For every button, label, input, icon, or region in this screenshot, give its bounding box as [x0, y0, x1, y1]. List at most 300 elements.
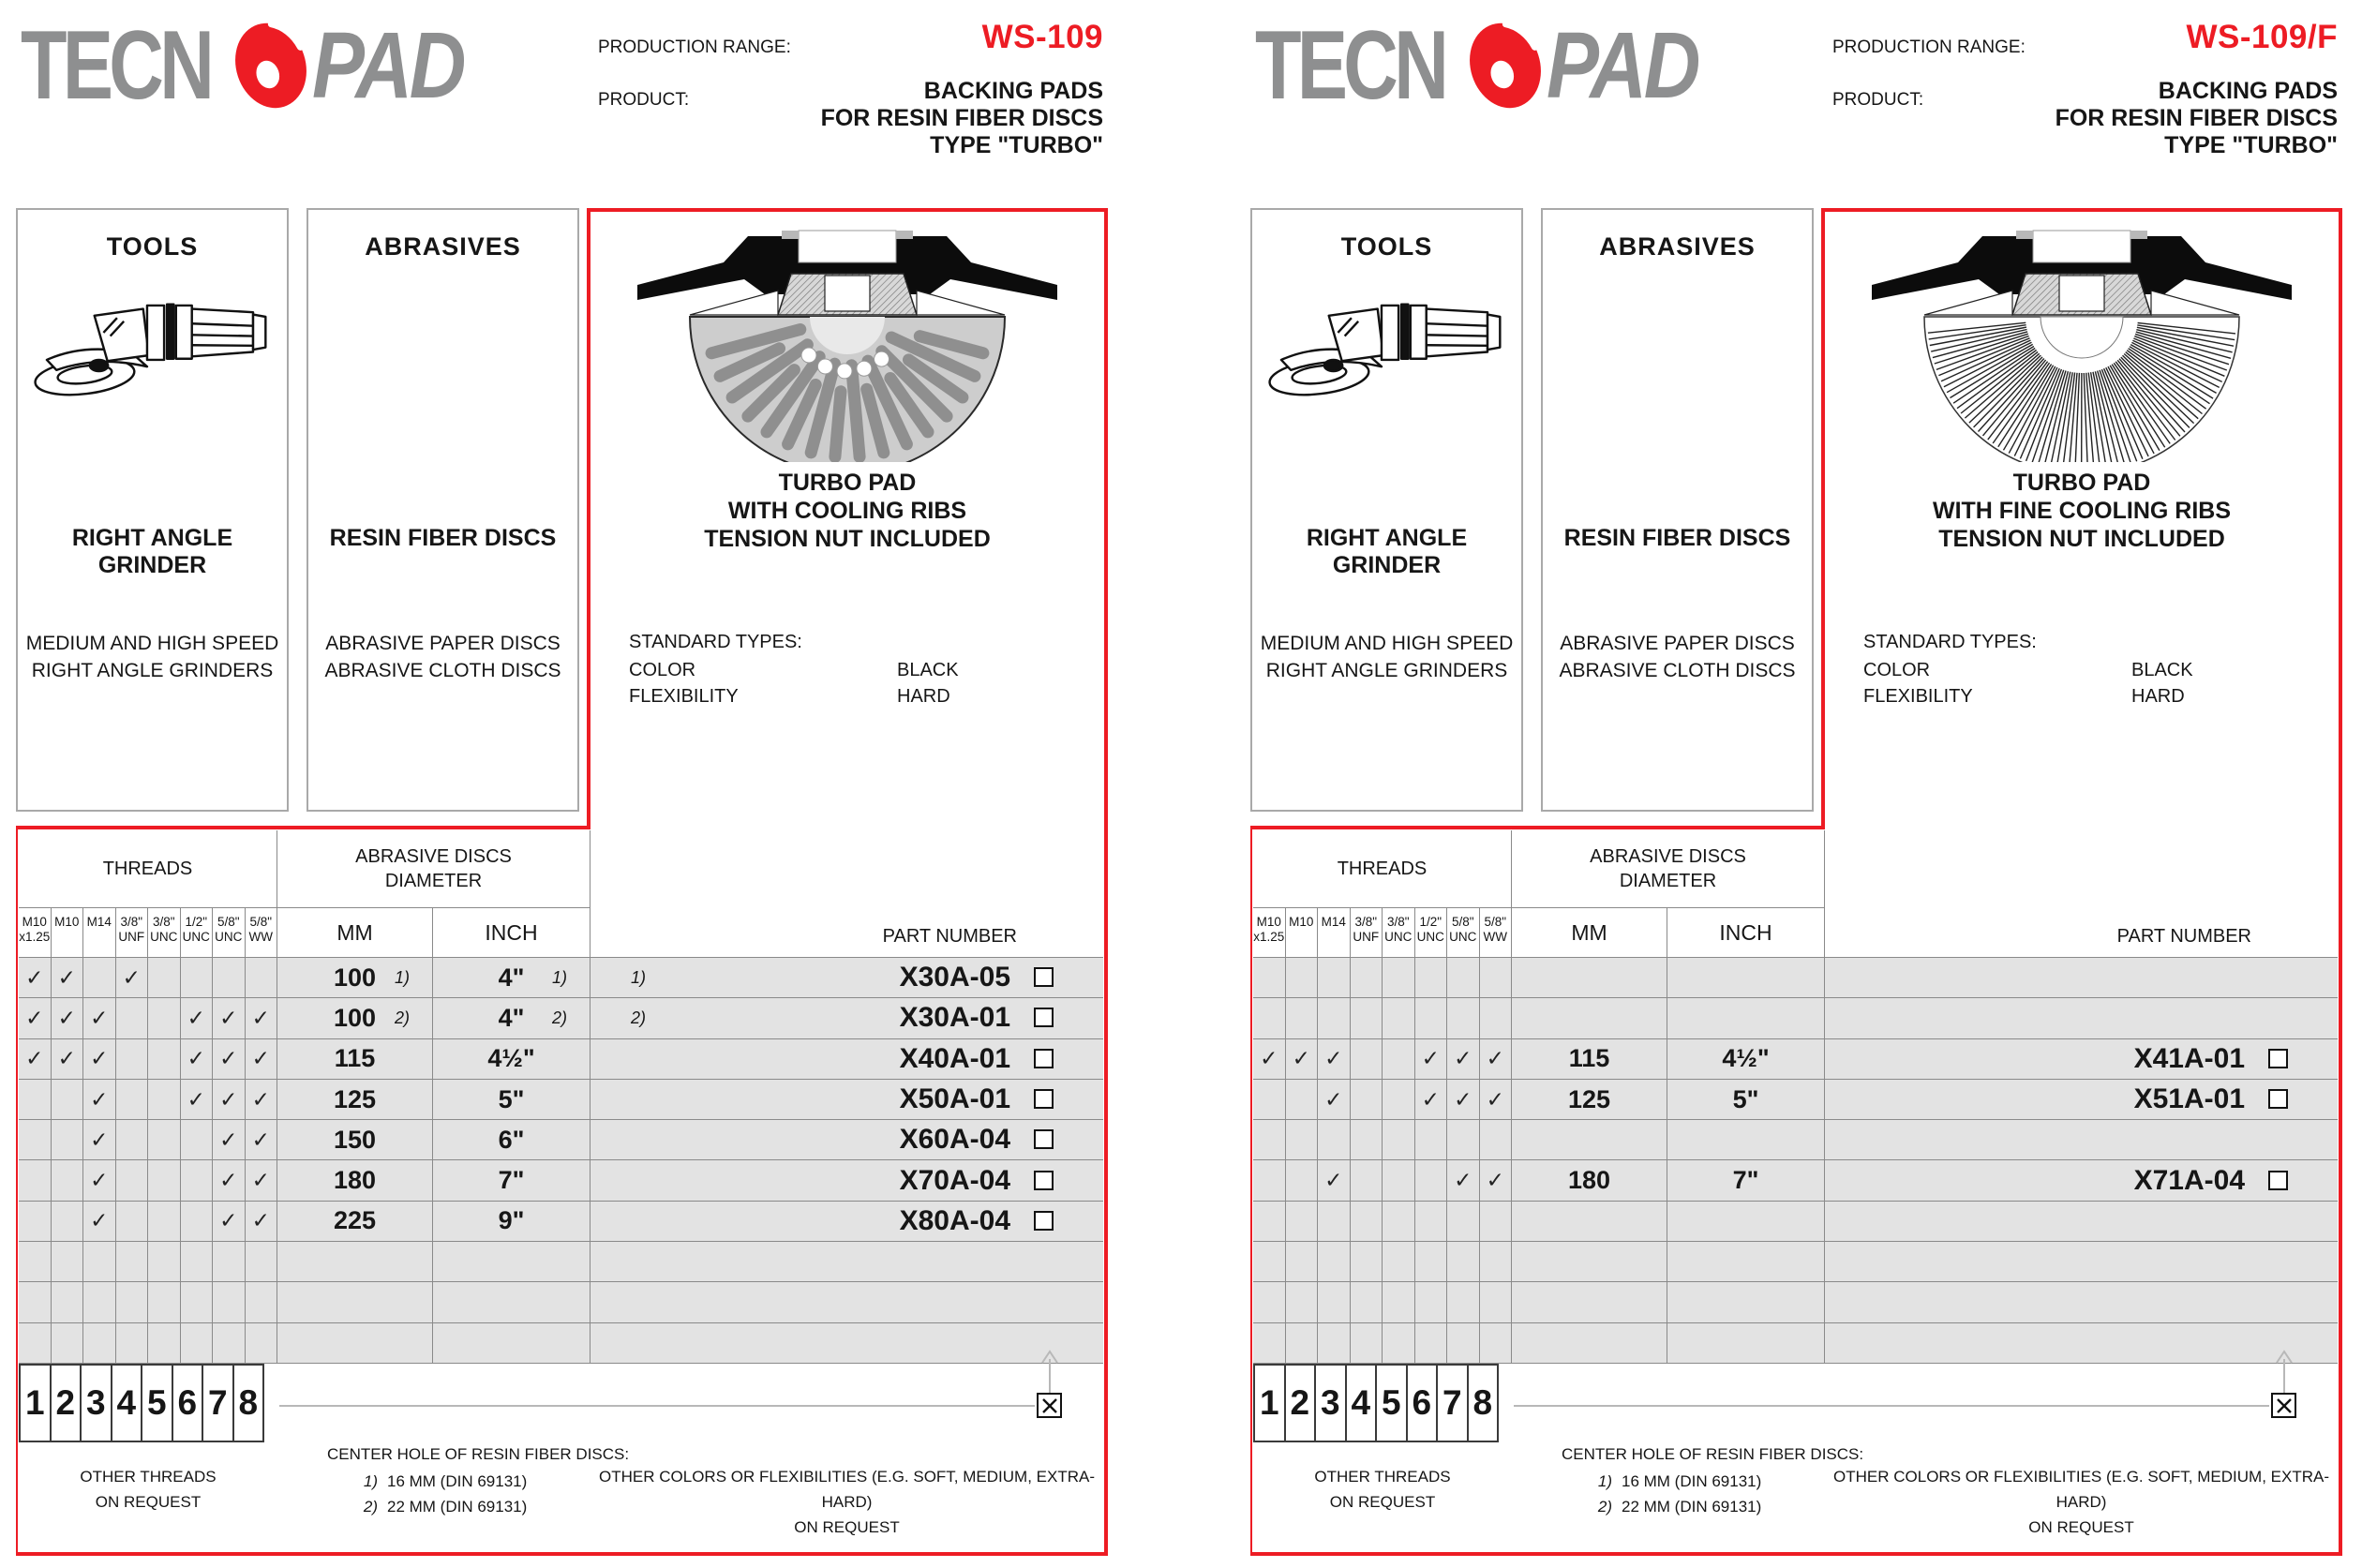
table-row: [19, 1080, 1103, 1120]
center-hole-item: 1) 16 MM (DIN 69131): [363, 1472, 528, 1490]
thread-check-cell: [1286, 1120, 1319, 1160]
thread-check-cell: [19, 1080, 52, 1120]
product-line: BACKING PADS: [923, 78, 1103, 104]
abrasives-box-title: ABRASIVES: [365, 232, 521, 261]
column-number-cell: 3: [80, 1364, 112, 1442]
part-cell: [1825, 1202, 2338, 1242]
part-number: X40A-01: [899, 1042, 1010, 1074]
order-checkbox: [2268, 1049, 2288, 1068]
thread-check-cell: [83, 958, 116, 998]
thread-column-header: M14: [83, 908, 116, 958]
thread-column-header: 1/2" UNC: [181, 908, 214, 958]
order-checkbox: [1034, 1008, 1054, 1027]
thread-check-cell: ✓: [1318, 1039, 1351, 1080]
table-row: [19, 958, 1103, 998]
flexibility-value: HARD: [2131, 686, 2185, 707]
thread-check-cell: [213, 1323, 246, 1364]
thread-check-cell: [1253, 1323, 1286, 1364]
thread-check-cell: [1318, 1242, 1351, 1282]
logo-text-tecn: TECN: [21, 11, 211, 120]
thread-check-cell: [19, 1120, 52, 1160]
datasheet-panel-ws109: [16, 0, 1141, 1568]
column-numbers-row: [19, 1364, 264, 1442]
part-number: X71A-04: [2133, 1164, 2245, 1196]
thread-check-cell: [1286, 1202, 1319, 1242]
other-threads-note: OTHER THREADS ON REQUEST: [80, 1468, 217, 1511]
column-number-cell: 4: [1345, 1364, 1378, 1442]
thread-check-cell: ✓: [1480, 1039, 1513, 1080]
turbo-pad-illustration-coarse: [632, 223, 1063, 462]
inch-cell: 4" 1): [433, 958, 590, 998]
thread-check-cell: [83, 1282, 116, 1322]
table-row: [1253, 958, 2338, 998]
thread-check-cell: ✓: [1447, 1039, 1480, 1080]
thread-check-cell: [19, 1202, 52, 1242]
turbo-pad-illustration-fine: [1866, 223, 2297, 462]
thread-check-cell: [1415, 1282, 1448, 1322]
thread-check-cell: ✓: [1480, 1080, 1513, 1120]
thread-check-cell: [19, 1160, 52, 1201]
thread-check-cell: [1447, 1242, 1480, 1282]
thread-check-cell: [116, 1160, 149, 1201]
inch-cell: 4½": [433, 1039, 590, 1080]
thread-check-cell: [52, 1160, 84, 1201]
thread-check-cell: [116, 1323, 149, 1364]
thread-check-cell: [1253, 998, 1286, 1038]
thread-check-cell: [246, 958, 278, 998]
thread-check-cell: ✓: [19, 998, 52, 1038]
angle-grinder-illustration: [31, 276, 275, 407]
thread-check-cell: ✓: [1318, 1080, 1351, 1120]
tools-box-desc: MEDIUM AND HIGH SPEED RIGHT ANGLE GRINDERS: [1260, 633, 1514, 681]
abrasives-box-name: RESIN FIBER DISCS: [329, 525, 557, 551]
thread-check-cell: [1447, 1120, 1480, 1160]
thread-check-cell: [1318, 958, 1351, 998]
thread-check-cell: [246, 1282, 278, 1322]
mm-cell: [1512, 1120, 1667, 1160]
thread-check-cell: [148, 998, 181, 1038]
thread-check-cell: [1415, 958, 1448, 998]
inch-cell: 4" 2): [433, 998, 590, 1038]
inch-cell: [1667, 1120, 1825, 1160]
mm-cell: [277, 1242, 433, 1282]
flexibility-value: HARD: [897, 686, 950, 707]
mm-cell: [1512, 958, 1667, 998]
thread-check-cell: [52, 1120, 84, 1160]
inch-cell: 5": [433, 1080, 590, 1120]
thread-check-cell: [116, 1202, 149, 1242]
thread-column-header: M14: [1318, 908, 1351, 958]
thread-check-cell: [19, 1282, 52, 1322]
part-cell: [590, 1323, 1103, 1364]
thread-check-cell: [1383, 998, 1415, 1038]
thread-check-cell: ✓: [1447, 1080, 1480, 1120]
thread-check-cell: ✓: [1318, 1160, 1351, 1201]
thread-check-cell: [148, 1202, 181, 1242]
order-checkbox: [1034, 1089, 1054, 1109]
part-cell: [1825, 1080, 2338, 1120]
threads-header: THREADS: [1253, 830, 1512, 908]
thread-check-cell: [1383, 958, 1415, 998]
product-label: PRODUCT:: [1832, 90, 1924, 110]
center-hole-title: CENTER HOLE OF RESIN FIBER DISCS:: [1562, 1445, 1864, 1463]
part-number: X41A-01: [2133, 1042, 2245, 1074]
mm-cell: [277, 1282, 433, 1322]
flexibility-label: FLEXIBILITY: [1863, 686, 1973, 707]
table-row: [19, 1242, 1103, 1282]
center-hole-title: CENTER HOLE OF RESIN FIBER DISCS:: [327, 1445, 630, 1463]
pad-caption: TURBO PAD WITH COOLING RIBS TENSION NUT INCLUDED: [704, 470, 991, 552]
thread-check-cell: [1480, 1242, 1513, 1282]
thread-check-cell: [1447, 1202, 1480, 1242]
thread-check-cell: [1351, 1080, 1383, 1120]
thread-column-header: 5/8" WW: [246, 908, 278, 958]
thread-column-header: M10: [1286, 908, 1319, 958]
up-arrow-icon: [2272, 1350, 2296, 1395]
thread-check-cell: [1351, 1323, 1383, 1364]
part-cell: [590, 1282, 1103, 1322]
thread-columns-header: [1253, 908, 1512, 958]
thread-check-cell: [148, 1120, 181, 1160]
table-row: [19, 1323, 1103, 1364]
table-row: [1253, 1039, 2338, 1080]
thread-check-cell: [1318, 1120, 1351, 1160]
diameter-header: ABRASIVE DISCS DIAMETER: [277, 830, 590, 908]
order-checkbox: [1034, 1211, 1054, 1231]
mm-cell: 150: [277, 1120, 433, 1160]
thread-check-cell: [52, 1202, 84, 1242]
thread-check-cell: ✓: [213, 1120, 246, 1160]
part-cell: [1825, 1282, 2338, 1322]
part-number: X30A-05: [899, 962, 1010, 993]
thread-check-cell: ✓: [213, 1039, 246, 1080]
thread-check-cell: ✓: [1415, 1080, 1448, 1120]
thread-check-cell: [1383, 1282, 1415, 1322]
thread-check-cell: ✓: [83, 1039, 116, 1080]
thread-check-cell: ✓: [213, 1080, 246, 1120]
part-cell: [1825, 1160, 2338, 1201]
center-hole-item: 2) 22 MM (DIN 69131): [363, 1498, 528, 1516]
thread-check-cell: [1253, 1120, 1286, 1160]
inch-cell: [433, 1323, 590, 1364]
thread-check-cell: [213, 958, 246, 998]
tools-box-name: RIGHT ANGLE GRINDER: [1306, 525, 1468, 578]
production-range-label: PRODUCTION RANGE:: [1832, 37, 2026, 57]
crossed-checkbox-icon: [1037, 1393, 1062, 1418]
thread-check-cell: [1383, 1242, 1415, 1282]
thread-check-cell: [52, 1323, 84, 1364]
thread-column-header: 1/2" UNC: [1415, 908, 1448, 958]
inch-cell: [1667, 1202, 1825, 1242]
table-row: [19, 1039, 1103, 1080]
mm-cell: [277, 1323, 433, 1364]
thread-check-cell: [181, 1242, 214, 1282]
thread-check-cell: [19, 1242, 52, 1282]
thread-check-cell: ✓: [181, 1080, 214, 1120]
mm-cell: 180: [277, 1160, 433, 1201]
table-row: [1253, 1202, 2338, 1242]
thread-check-cell: [116, 998, 149, 1038]
thread-check-cell: [1318, 1202, 1351, 1242]
product-line: TYPE "TURBO": [930, 132, 1103, 158]
thread-check-cell: [1480, 958, 1513, 998]
thread-check-cell: [181, 1120, 214, 1160]
thread-check-cell: ✓: [83, 998, 116, 1038]
thread-check-cell: ✓: [181, 1039, 214, 1080]
part-cell: [590, 1242, 1103, 1282]
parts-table-body: [1253, 958, 2338, 1364]
thread-column-header: M10 x1.25: [1253, 908, 1286, 958]
tools-box-title: TOOLS: [106, 232, 199, 261]
thread-check-cell: [1383, 1039, 1415, 1080]
production-range-label: PRODUCTION RANGE:: [598, 37, 791, 57]
thread-check-cell: ✓: [1447, 1160, 1480, 1201]
table-row: [1253, 1080, 2338, 1120]
thread-column-header: 3/8" UNF: [116, 908, 149, 958]
logo-text-pad: PAD: [312, 13, 464, 118]
thread-column-header: M10: [52, 908, 84, 958]
thread-check-cell: [1415, 1160, 1448, 1201]
mm-cell: 115: [277, 1039, 433, 1080]
product-title: [1906, 78, 2338, 159]
crossed-checkbox-icon: [2271, 1393, 2296, 1418]
thread-check-cell: [1351, 998, 1383, 1038]
thread-check-cell: [1415, 1120, 1448, 1160]
thread-column-header: 3/8" UNC: [148, 908, 181, 958]
part-cell: [1825, 1323, 2338, 1364]
thread-check-cell: [1286, 998, 1319, 1038]
thread-column-header: 5/8" UNC: [213, 908, 246, 958]
threads-header: THREADS: [19, 830, 277, 908]
thread-check-cell: [1286, 1080, 1319, 1120]
color-label: COLOR: [629, 660, 696, 680]
thread-check-cell: [246, 1323, 278, 1364]
table-row: [19, 1160, 1103, 1201]
thread-check-cell: [181, 1160, 214, 1201]
thread-column-header: 5/8" WW: [1480, 908, 1513, 958]
inch-cell: [1667, 958, 1825, 998]
inch-cell: 6": [433, 1120, 590, 1160]
thread-check-cell: [1383, 1120, 1415, 1160]
thread-check-cell: [1383, 1080, 1415, 1120]
product-line: BACKING PADS: [2158, 78, 2338, 104]
thread-check-cell: ✓: [83, 1202, 116, 1242]
table-row: [1253, 998, 2338, 1038]
thread-check-cell: [1383, 1202, 1415, 1242]
thread-check-cell: ✓: [246, 1039, 278, 1080]
up-arrow-icon: [1038, 1350, 1062, 1395]
thread-check-cell: [116, 1242, 149, 1282]
thread-check-cell: ✓: [52, 1039, 84, 1080]
datasheet-panel-ws109f: [1250, 0, 2362, 1568]
part-number: X70A-04: [899, 1164, 1010, 1196]
thread-check-cell: [52, 1282, 84, 1322]
thread-check-cell: ✓: [213, 1160, 246, 1201]
thread-check-cell: [1447, 958, 1480, 998]
thread-check-cell: [1415, 1202, 1448, 1242]
thread-check-cell: [52, 1242, 84, 1282]
abrasives-box-desc: ABRASIVE PAPER DISCS ABRASIVE CLOTH DISCS: [324, 633, 561, 681]
mm-header: MM: [1512, 908, 1667, 958]
thread-check-cell: [1447, 998, 1480, 1038]
other-colors-note: OTHER COLORS OR FLEXIBILITIES (E.G. SOFT, MEDIUM, EXTRA-HARD) ON REQUEST: [1833, 1468, 2329, 1536]
center-hole-item: 2) 22 MM (DIN 69131): [1597, 1498, 1762, 1516]
thread-check-cell: [1286, 1242, 1319, 1282]
thread-check-cell: [116, 1080, 149, 1120]
thread-check-cell: [181, 1282, 214, 1322]
part-cell: [1825, 998, 2338, 1038]
thread-check-cell: [1253, 1242, 1286, 1282]
abrasives-box-name: RESIN FIBER DISCS: [1563, 525, 1791, 551]
part-number: X80A-04: [899, 1204, 1010, 1236]
mm-cell: [1512, 1242, 1667, 1282]
thread-check-cell: [1286, 1282, 1319, 1322]
thread-check-cell: ✓: [19, 1039, 52, 1080]
inch-cell: 9": [433, 1202, 590, 1242]
inch-cell: 7": [1667, 1160, 1825, 1201]
logo-text-pad: PAD: [1547, 13, 1698, 118]
thread-check-cell: [19, 1323, 52, 1364]
inch-cell: 4½": [1667, 1039, 1825, 1080]
product-line: FOR RESIN FIBER DISCS: [820, 105, 1103, 131]
thread-check-cell: [1480, 1282, 1513, 1322]
column-number-cell: 5: [1375, 1364, 1408, 1442]
thread-check-cell: [1447, 1323, 1480, 1364]
thread-check-cell: [1480, 1120, 1513, 1160]
column-number-cell: 1: [19, 1364, 52, 1442]
thread-check-cell: ✓: [213, 1202, 246, 1242]
thread-check-cell: [181, 958, 214, 998]
thread-check-cell: ✓: [1286, 1039, 1319, 1080]
mm-cell: [1512, 998, 1667, 1038]
thread-check-cell: ✓: [52, 958, 84, 998]
part-cell: [1825, 958, 2338, 998]
abrasives-box: [1541, 208, 1814, 812]
mm-header: MM: [277, 908, 433, 958]
part-number: X60A-04: [899, 1124, 1010, 1156]
thread-check-cell: [148, 1080, 181, 1120]
thread-column-header: 3/8" UNC: [1383, 908, 1415, 958]
column-number-cell: 3: [1314, 1364, 1347, 1442]
tools-box-name: RIGHT ANGLE GRINDER: [71, 525, 233, 578]
mm-cell: 125: [277, 1080, 433, 1120]
thread-check-cell: [1415, 1242, 1448, 1282]
thread-check-cell: [116, 1282, 149, 1322]
part-cell: [1825, 1242, 2338, 1282]
thread-check-cell: ✓: [116, 958, 149, 998]
table-row: [1253, 1282, 2338, 1322]
tecnopad-logo: [1255, 9, 1706, 122]
thread-check-cell: ✓: [246, 1160, 278, 1201]
inch-cell: [433, 1282, 590, 1322]
thread-check-cell: [1351, 1282, 1383, 1322]
thread-column-header: 5/8" UNC: [1447, 908, 1480, 958]
inch-cell: [1667, 1242, 1825, 1282]
part-cell: [590, 1160, 1103, 1201]
thread-check-cell: [1253, 1080, 1286, 1120]
column-number-cell: 1: [1253, 1364, 1286, 1442]
product-title: [672, 78, 1103, 159]
table-row: [1253, 1160, 2338, 1201]
logo-disc-icon: [224, 11, 318, 120]
diameter-header: ABRASIVE DISCS DIAMETER: [1512, 830, 1825, 908]
thread-check-cell: [1351, 1039, 1383, 1080]
order-checkbox: [1034, 1129, 1054, 1149]
column-number-cell: 7: [202, 1364, 234, 1442]
thread-check-cell: [116, 1039, 149, 1080]
mm-cell: 125: [1512, 1080, 1667, 1120]
thread-check-cell: [1447, 1282, 1480, 1322]
thread-check-cell: [1351, 1242, 1383, 1282]
inch-cell: 7": [433, 1160, 590, 1201]
mm-cell: [1512, 1202, 1667, 1242]
inch-header: INCH: [1667, 908, 1825, 958]
part-cell: [590, 1080, 1103, 1120]
tools-box: [1250, 208, 1523, 812]
thread-check-cell: [1383, 1160, 1415, 1201]
column-number-cell: 2: [1284, 1364, 1317, 1442]
inch-cell: 5": [1667, 1080, 1825, 1120]
part-number-header: PART NUMBER: [1825, 830, 2338, 958]
abrasives-box: [306, 208, 579, 812]
thread-check-cell: [1286, 1323, 1319, 1364]
part-number: X51A-01: [2133, 1083, 2245, 1115]
thread-check-cell: [1318, 998, 1351, 1038]
inch-cell: [1667, 1323, 1825, 1364]
thread-check-cell: [1351, 1120, 1383, 1160]
mm-cell: 100 1): [277, 958, 433, 998]
abrasives-box-desc: ABRASIVE PAPER DISCS ABRASIVE CLOTH DISCS: [1559, 633, 1796, 681]
inch-cell: [1667, 1282, 1825, 1322]
thread-check-cell: [148, 1323, 181, 1364]
product-line: FOR RESIN FIBER DISCS: [2055, 105, 2338, 131]
thread-check-cell: [1480, 1202, 1513, 1242]
center-hole-item: 1) 16 MM (DIN 69131): [1597, 1472, 1762, 1490]
reference-line: [279, 1405, 1035, 1407]
thread-check-cell: [52, 1080, 84, 1120]
part-cell: 2) X30A-01: [590, 998, 1103, 1038]
thread-check-cell: [1253, 1282, 1286, 1322]
thread-check-cell: ✓: [1480, 1160, 1513, 1201]
order-checkbox: [2268, 1089, 2288, 1109]
tools-box-desc: MEDIUM AND HIGH SPEED RIGHT ANGLE GRINDERS: [25, 633, 279, 681]
logo-text-tecn: TECN: [1255, 11, 1445, 120]
column-number-cell: 8: [1467, 1364, 1500, 1442]
production-range-code: WS-109: [981, 19, 1103, 55]
column-number-cell: 6: [1406, 1364, 1439, 1442]
standard-types-label: STANDARD TYPES:: [1863, 632, 2037, 652]
inch-header: INCH: [433, 908, 590, 958]
table-row: [1253, 1323, 2338, 1364]
mm-cell: [1512, 1323, 1667, 1364]
inch-cell: [1667, 998, 1825, 1038]
thread-check-cell: ✓: [83, 1160, 116, 1201]
thread-check-cell: [1253, 1202, 1286, 1242]
parts-table-body: [19, 958, 1103, 1364]
pad-caption: TURBO PAD WITH FINE COOLING RIBS TENSION NUT INCLUDED: [1932, 470, 2232, 552]
part-cell: [590, 1120, 1103, 1160]
thread-column-header: 3/8" UNF: [1351, 908, 1383, 958]
thread-check-cell: ✓: [181, 998, 214, 1038]
thread-check-cell: [148, 1282, 181, 1322]
table-row: [19, 1202, 1103, 1242]
part-number-header: PART NUMBER: [590, 830, 1103, 958]
thread-check-cell: ✓: [1415, 1039, 1448, 1080]
thread-check-cell: [213, 1242, 246, 1282]
thread-check-cell: [1286, 1160, 1319, 1201]
thread-check-cell: [148, 1039, 181, 1080]
tools-box-title: TOOLS: [1340, 232, 1433, 261]
